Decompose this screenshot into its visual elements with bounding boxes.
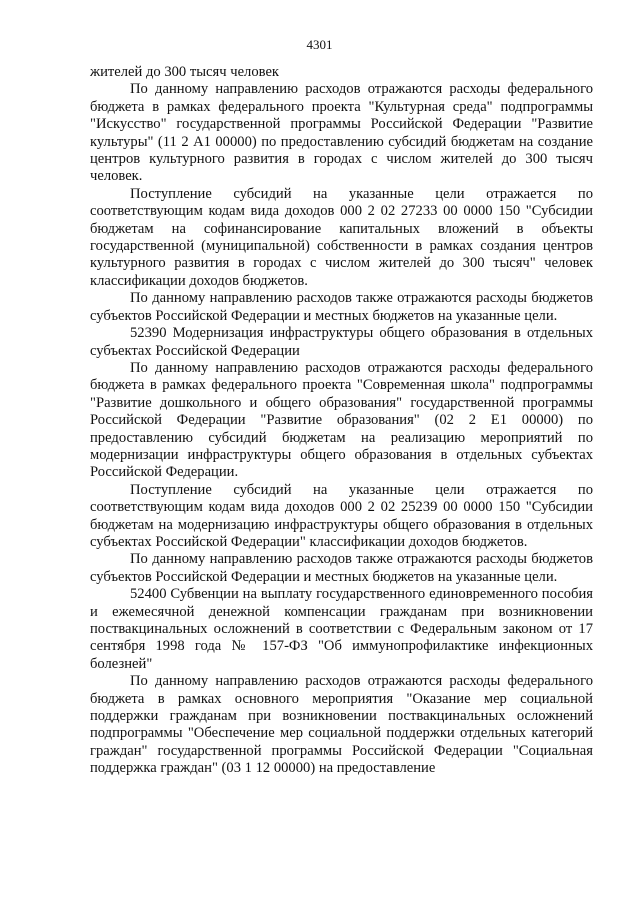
page-number: 4301 <box>306 37 333 52</box>
document-body <box>90 64 593 778</box>
paragraph: По данному направлению расходов отражаются расходы федерального бюджета в рамках федерального проекта "Современная школа" подпрограммы "Развитие дошкольного и общего образования" государственной программы Российской Федерации "Развитие образования" (02 2 Е1 00000) по предоставлению субсидий бюджетам на реализацию мероприятий по модернизации инфраструктуры общего образования в отдельных субъектах Российской Федерации. <box>90 359 593 481</box>
paragraph: По данному направлению расходов также отражаются расходы бюджетов субъектов Российской Федерации и местных бюджетов на указанные цели. <box>90 290 593 324</box>
paragraph: По данному направлению расходов также отражаются расходы бюджетов субъектов Российской Федерации и местных бюджетов на указанные цели. <box>90 551 593 585</box>
paragraph: Поступление субсидий на указанные цели отражается по соответствующим кодам вида доходов 000 2 02 27233 00 0000 150 "Субсидии бюджетам на софинансирование капитальных вложений в объекты государственной (муниципальной) собственности в рамках создания центров культурного развития в городах с числом жителей до 300 тысяч" человек классификации доходов бюджетов. <box>90 185 593 289</box>
paragraph: По данному направлению расходов отражаются расходы федерального бюджета в рамках федерального проекта "Культурная среда" подпрограммы "Искусство" государственной программы Российской Федерации "Развитие культуры" (11 2 А1 00000) по предоставлению субсидий бюджетам на создание центров культурного развития в городах с числом жителей до 300 тысяч человек. <box>90 81 593 185</box>
section-heading: 52400 Субвенции на выплату государственного единовременного пособия и ежемесячной денежной компенсации гражданам при возникновении поствакцинальных осложнений в соответствии с Федеральным законом от 17 сентября 1998 года № 157-ФЗ "Об иммунопрофилактике инфекционных болезней" <box>90 586 593 672</box>
paragraph: Поступление субсидий на указанные цели отражается по соответствующим кодам вида доходов 000 2 02 25239 00 0000 150 "Субсидии бюджетам на модернизацию инфраструктуры общего образования в отдельных субъектах Российской Федерации" классификации доходов бюджетов. <box>90 481 593 550</box>
paragraph: По данному направлению расходов отражаются расходы федерального бюджета в рамках основного мероприятия "Оказание мер социальной поддержки гражданам при возникновении поствакцинальных осложнений подпрограммы "Обеспечение мер социальной поддержки отдельных категорий граждан" государственной программы Российской Федерации "Социальная поддержка граждан" (03 1 12 00000) на предоставление <box>90 673 593 777</box>
section-heading: 52390 Модернизация инфраструктуры общего образования в отдельных субъектах Российской Федерации <box>90 325 593 359</box>
paragraph: жителей до 300 тысяч человек <box>90 64 280 80</box>
